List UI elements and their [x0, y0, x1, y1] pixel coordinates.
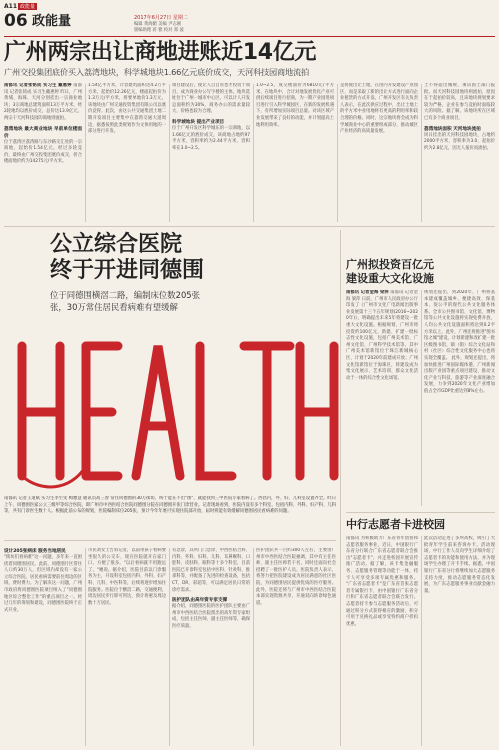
- lead-byline: 南都讯 记者张铭成 实习生 戴惠婷: [4, 83, 72, 88]
- hospital-intro: 南都讯 记者王道斌 实习生李至雯 梅雅慧 通讯员高三春 常住同德围的30万街坊，终于能在不出"围"，就能找到三甲医院专家看病了。西昌内，外、妇、儿科室设置齐全。昨日上午，同德围医家公立三级甲等综合医院，即广州市中西医结合医院同德围分院在同德围开张门诊营业。记者现场看到，医院内设有多个科室，包括内科、外科、妇产科、儿科等，共有门诊医生数十人。根据此前公布的规划，医院编制床位205张，预计今年年底可实现住院部开放，届时将能有效缓解同德围居民看病难的问题。: [4, 496, 336, 515]
- editor-line: 编辑 黄海媚 美编 尹志刚: [134, 22, 182, 27]
- lead-headline: 广州两宗出让商地进账近14亿元: [4, 40, 317, 65]
- section-divider: [4, 226, 495, 227]
- side-body-3: 此外，规划还提出，将加快推进广州国际媒体港、广州新闻出版产业园等重点项目建设，推动文化产业与科技、旅游等产业深度融合发展，力争到2020年文化产业增加值占全市GDP比重达到8%左右。: [424, 355, 495, 394]
- side-body-2: 规划还提出，到2020年，广州将基本建成覆盖城乡、便捷高效、保基本、促公平的现代公共文化服务体系。全市公共图书馆、文化馆、博物馆等公共文化设施将实现免费开放，人均公共文化设施面积将达到0.2平方米以上。此外，广州还将推进"图书馆之城"建设，计划新建和改扩建一批区级图书馆，镇（街）综合文化站和村（社区）综合性文化服务中心也将实现全覆盖。: [424, 290, 495, 361]
- lead-col6-text: 土不得超出城规，须向国土部门报批。而天河科技园地块则流拍，原因在于起拍价较高，且该地块规划要求较为严格，企业在参与竞拍时面临较大的风险。据了解，该地块所在区域已有多个商业项目。: [424, 83, 495, 121]
- proof-line: 版编助理 蒋 雅 校对 郑 波: [134, 28, 184, 33]
- lead-column-4: 1.0~2.5，成交楼面价为6810元/平方米，在地块中，合计对地发展优化产业可供后续项目进行招商，为一期产业园进项目进行引入科学城园区，在新的发展机遇下，有所增加实际项目总量。对该区域产业发展带来了良好的动能，并计划提高土地利用效率。: [256, 83, 334, 128]
- section-title: 政能量: [32, 14, 72, 29]
- lead-subhead-1: 荔湾地块 最大商业地块 早前单位楼面价: [4, 126, 82, 139]
- hospital-column-4: 医护团队共一百约300人左右，主要由广州市中西医结合医院抽调，其中有主任医师、副主任医师若干名，同时还面向社会招聘了一批医护人员。医院负责人表示，将努力把医院建设成为居民满意的社区医院，为同德围居民提供优质的医疗服务。此外，医院还将与广州市中西医结合医院本部实现资源共享，开通双向转诊绿色通道。: [256, 548, 336, 606]
- lead-col1-text: 南都讯 记者张铭成 实习生戴惠婷 昨日，广州黄埔、海珠、天河分别挂出一宗商业地块；3宗商地总建筑面积13万平方米，经2轮地均以底价成交，总价达13.9亿元，两宗干天河科技园的商地则流拍。: [4, 83, 82, 121]
- col-divider: [421, 290, 422, 506]
- hospital-subline-1: 位于同德围横滘二路，编制床位数205张: [50, 290, 200, 300]
- side-divider: [346, 512, 495, 513]
- page-subtag: 政能量: [20, 4, 36, 10]
- hospital-column-1: [4, 548, 82, 746]
- side2-body-1: 南都讯 为积极助力广东省青年创客和志愿者服务事业，近日，中国银行广东省分行联合广东省志愿者联合会推出"志愿者卡"，并走进校园开展宣传推广活动。据了解，该卡集金融服务、志愿服务管理等功能于一体，持卡人可享受多项专属优惠和服务。: [346, 536, 418, 581]
- hospital-col3-text: 有急诊，其所门门急诊、中西医结合科、内科、外科、妇科、儿科、耳鼻喉科、口腔科、皮肤科、眼科等十多个科室，目前医院已开诊科室包括中医科、针灸科、推拿科等，并配备了先进的检查设备，包括CT、DR、彩超等，可以满足居民日常的诊疗需求。: [172, 548, 250, 593]
- side2-body-2: "广东省志愿者卡"是广东省首张志愿者专属银行卡，由中国银行广东省分行和广东省志愿者联合会联合发行。志愿者持卡参与志愿服务活动后，可通过积分方式获得相应的激励，积分可用于兑换礼品或享受特约商户折扣优惠。: [346, 582, 418, 627]
- side-column-2: [424, 290, 495, 506]
- lead-col1b-text: 位于荔湾区荔湾路与东沙路交汇处的一宗商地，起始价1.54亿元，经过多轮竞价，最终由广州交投集团底价成交，折合楼面地价约为14275元/平方米。: [4, 139, 82, 165]
- col-divider: [253, 84, 254, 222]
- hospital-col1-text: "街坊们看病难"这一问题，多年来一直困扰着同德围居民。此前，同德围片区常住人口约30万人，但区域内却没有一家公立综合医院，居民看病需要前往周边的区域，费时费力。为了解决这一问题，广州市政府将同德围医院项目纳入了"同德围地区综合整治工作"的重点项目之一。经过几年的筹划和建设，同德围医院终于正式开业。: [4, 555, 82, 613]
- hospital-subhead-right: 医护团队由高年资专家支撑: [172, 598, 228, 604]
- page-number: 06: [4, 11, 28, 31]
- hospital-headline-line-1: 公立综合医院: [50, 232, 183, 257]
- lead-column-5: 是将使出让土地，在由内开发建设产业园区，而是采取了新的出让方式进行面向企业租赁的方式开发。广州开发区有关负责人表示，在此次供应过程中，出让土地上的平方米中业用地将有更高的利用率和较合理的价格。同时，这宗地块将会成为科学城商业中心的重要组成部分，推动城区产业经济的高质量发展。: [340, 83, 418, 135]
- health-letter-l: [200, 346, 232, 476]
- col-divider: [421, 84, 422, 222]
- col-divider: [337, 84, 338, 222]
- lead-column-2: 1.54亿平方米，计容建筑面积达4.2万平方米，起始价12.26亿元，楼面起拍价为1.3万元/平方米，将要单地价1.3万元，该地块由广州交通投资集团有限公司以底价竞得。此次，由这公共交通集团土地二期开发项目主要集中在荔湾交通大道周边，据悉按照此类规划作为文体用地的一部分进行开发。: [88, 83, 166, 135]
- page-header: [0, 0, 499, 33]
- side-byline: 南都讯 记者金海 梁萍: [346, 290, 389, 295]
- health-graphic: [0, 316, 345, 492]
- sidebar-divider: [340, 230, 341, 746]
- health-letter-e: [86, 346, 118, 476]
- page-tag: A11: [4, 3, 17, 10]
- health-letter-h2: [300, 346, 334, 476]
- side-headline-line-2: 建设重大文化设施: [346, 272, 434, 285]
- hospital-col3b-text: 据介绍，同德围医院的医护团队主要由广州市中西医结合医院派出的高年资专家组成，包括主任医师、副主任医师等，确保医疗质量。: [172, 604, 250, 629]
- lead-subhead-3: 荔湾地块面积 天河地块流拍: [424, 126, 481, 132]
- hospital-headline-line-2: 终于开进同德围: [50, 258, 205, 283]
- col-divider: [85, 548, 86, 746]
- hospital-subhead-left: 设计205张病床 服务当地居民: [4, 549, 66, 554]
- stethoscope-icon: [22, 466, 86, 487]
- lead-subhead: 广州交投集团底价买入荔湾地块，科学城地块1.66亿元底价成交，天河科技园商地流拍: [4, 67, 309, 77]
- col-divider: [421, 536, 422, 746]
- col-divider: [85, 84, 86, 222]
- col-divider: [253, 548, 254, 746]
- lead-column-1: [4, 83, 82, 221]
- hospital-divider: [4, 540, 336, 541]
- col-divider: [169, 548, 170, 746]
- lead-col6b-text: 同日挂出的天河科技园地块，占地约2000平方米，容积率为3.0，起拍价约为2.8亿元，因无人报价而流拍。: [424, 132, 495, 151]
- side-body-1: 南都讯 记者金海 梁萍 日前，广州市人民政府办公厅印发了《广州市文化广电新闻出版事业发展第十三个五年规划(2016~2020年)》，明确提出未来5年将建设一批重大文化设施。根据规划，广州市将投资约100亿元，新建、扩建一批标志性文化设施，包括广州美术馆、广州文化馆、广州科学技术馆等。其中广州美术馆新馆位于珠江新城核心区，计划于2020年前建成开放；广州文化馆新馆位于海珠区，将建设成为集文化展示、艺术培训、群众文化活动于一体的综合性文化场馆。: [346, 290, 418, 381]
- side-headline-line-1: 广州拟投资百亿元: [346, 258, 434, 271]
- col-divider: [169, 84, 170, 222]
- issue-date: 2017年6月27日 星期二: [134, 15, 188, 21]
- lead-column-6: [424, 83, 495, 221]
- header-divider: [4, 36, 495, 37]
- hospital-subline-2: 张，30万常住居民看病难有望缓解: [50, 302, 178, 312]
- health-letter-a: [136, 346, 180, 476]
- side2-column-2: 此次活动走进了多所高校，吸引了大批青年学生前来咨询办卡。活动现场，中行工作人员向学生详细介绍了志愿者卡的功能和使用方法，并为现场学生办理了开卡手续。据悉，中国银行广东省分行将继续加大志愿服务支持力度，推动志愿服务常态化发展，为广东志愿服务事业贡献金融力量。: [424, 536, 495, 594]
- health-letter-t: [244, 346, 290, 476]
- hospital-column-3: [172, 548, 250, 746]
- health-letter-h: [22, 346, 60, 476]
- lead-col3-text: 项目建设后，使让人自自管也才投资于项目，成为商业办公写字楼的主体。地块选址位于广州一城市中心区，可以计人开发总面积约为30%，商务办公的需求量较大，价格也较为合理。: [172, 83, 250, 115]
- lead-col3b-text: 位于广州开发区科学城东的一宗商地，以1.66亿元的底价成交，该商地占地约97平方米，容积率约为2.44平方米，容积率在3.0~2.5。: [172, 125, 250, 151]
- lead-subhead-2: 科学城地块 提出产业项目: [172, 119, 225, 125]
- side2-column-1: [346, 536, 418, 746]
- hospital-column-2: 市民刘女士告诉记者，以前带孩子看病要坐很久的公交车，现在医院就开在家门口，方便了很多。"以后看病就不用跑远了。"她说。据介绍，医院目前以门诊服务为主，开设科室包括内科、外科、妇产科、儿科、中医科等，后续将逐步增加住院服务。医院位于横滘二路，交通便利，周边居民步行即可到达，预计将惠及周边数十万居民。: [88, 548, 166, 606]
- side-column-1: [346, 290, 418, 506]
- side2-headline: 中行志愿者卡进校园: [346, 518, 445, 531]
- lead-column-3: [172, 83, 250, 221]
